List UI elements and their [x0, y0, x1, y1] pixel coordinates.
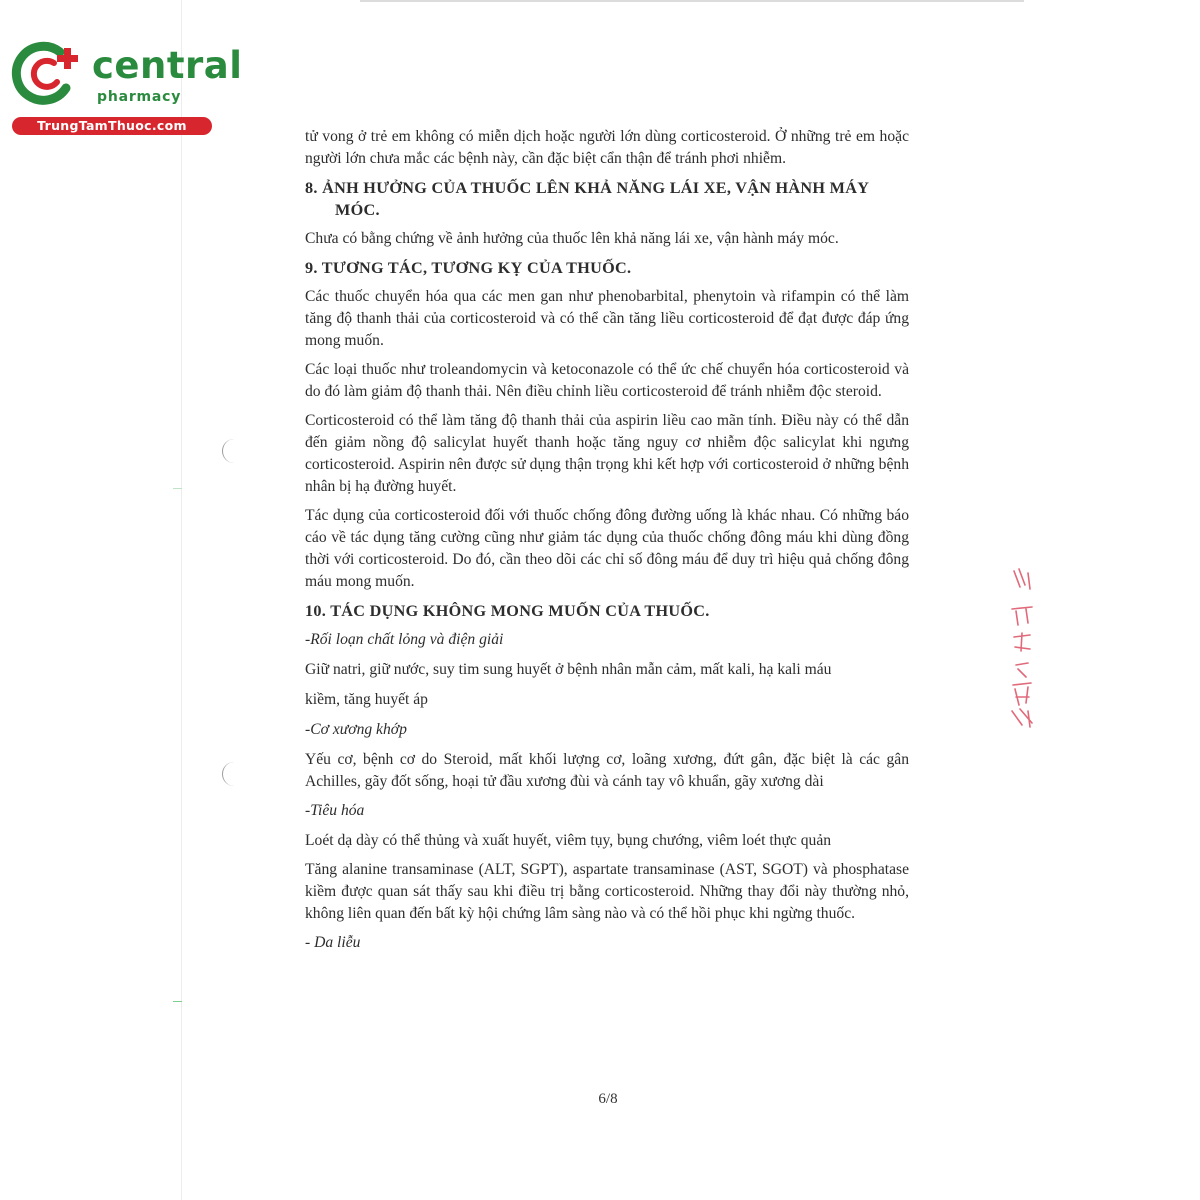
paragraph-section-9-2: Các loại thuốc như troleandomycin và ketoconazole có thể ức chế chuyển hóa corticosteroid và do đó làm giảm độ thanh thải. Nên điều chỉnh liều corticosteroid để tránh nhiễm độc steroid.	[305, 361, 909, 400]
paragraph-section-10-1a: Giữ natri, giữ nước, suy tim sung huyết ở bệnh nhân mẫn cảm, mất kali, hạ kali máu	[305, 661, 832, 678]
margin-tick	[173, 1001, 182, 1002]
scan-top-edge	[360, 0, 1024, 2]
subheading-dermatology: - Da liễu	[305, 934, 361, 951]
brand-subtitle: pharmacy	[97, 89, 182, 105]
red-stamp-mark-icon	[1006, 565, 1040, 730]
paragraph-intro: tử vong ở trẻ em không có miễn dịch hoặc người lớn dùng corticosteroid. Ở những trẻ em hoặc người lớn chưa mắc các bệnh này, cần đặc biệt cẩn thận để tránh phơi nhiễm.	[305, 128, 909, 167]
paragraph-section-10-2: Yếu cơ, bệnh cơ do Steroid, mất khối lượng cơ, loãng xương, đứt gân, đặc biệt là các gân Achilles, gãy đốt sống, hoại tử đầu xương đùi và cánh tay vô khuẩn, gãy xương dài	[305, 751, 909, 790]
paragraph-section-10-3: Loét dạ dày có thể thủng và xuất huyết, viêm tụy, bụng chướng, viêm loét thực quản	[305, 832, 832, 849]
document-body	[305, 126, 909, 962]
subheading-digestive: -Tiêu hóa	[305, 802, 365, 819]
heading-section-8: 8. ẢNH HƯỞNG CỦA THUỐC LÊN KHẢ NĂNG LÁI XE, VẬN HÀNH MÁY MÓC.	[305, 179, 869, 219]
brand-logo[interactable]	[10, 38, 243, 134]
paragraph-section-9-1: Các thuốc chuyển hóa qua các men gan như phenobarbital, phenytoin và rifampin có thể làm tăng độ thanh thải của corticosteroid và có thể cần tăng liều corticosteroid để đạt được đáp ứng mong muốn.	[305, 288, 909, 349]
punch-hole-mark	[222, 762, 235, 786]
heading-section-9: 9. TƯƠNG TÁC, TƯƠNG KỴ CỦA THUỐC.	[305, 259, 632, 277]
brand-name: central	[92, 44, 243, 87]
paragraph-section-10-1b: kiềm, tăng huyết áp	[305, 691, 428, 708]
paragraph-section-9-3: Corticosteroid có thể làm tăng độ thanh thải của aspirin liều cao mãn tính. Điều này có thể dẫn đến giảm nồng độ salicylat huyết thanh hoặc tăng nguy cơ nhiễm độc salicylat khi ngưng corticosteroid. Aspirin nên được sử dụng thận trọng khi kết hợp với corticosteroid ở những bệnh nhân bị hạ đường huyết.	[305, 412, 909, 495]
brand-site-link[interactable]: TrungTamThuoc.com	[12, 117, 212, 135]
page-number: 6/8	[598, 1091, 618, 1107]
heading-section-10: 10. TÁC DỤNG KHÔNG MONG MUỐN CỦA THUỐC.	[305, 602, 710, 620]
subheading-musculoskeletal: -Cơ xương khớp	[305, 721, 407, 738]
paragraph-section-10-4: Tăng alanine transaminase (ALT, SGPT), aspartate transaminase (AST, SGOT) và phosphatase kiềm được quan sát thấy sau khi điều trị bằng corticosteroid. Những thay đổi này thường nhỏ, không liên quan đến bất kỳ hội chứng lâm sàng nào và có thể hồi phục khi ngừng thuốc.	[305, 861, 909, 922]
subheading-fluid-electrolyte: -Rối loạn chất lỏng và điện giải	[305, 631, 504, 648]
punch-hole-mark	[222, 439, 235, 463]
pharmacy-cross-logo-icon	[10, 38, 88, 108]
paragraph-section-8: Chưa có bằng chứng về ảnh hưởng của thuốc lên khả năng lái xe, vận hành máy móc.	[305, 230, 839, 247]
margin-tick	[173, 488, 182, 489]
page-edge	[181, 0, 182, 1200]
paragraph-section-9-4: Tác dụng của corticosteroid đối với thuốc chống đông đường uống là khác nhau. Có những báo cáo về tác dụng tăng cường cũng như giảm tác dụng của thuốc chống đông máu khi dùng đồng thời với corticosteroid. Do đó, cần theo dõi các chỉ số đông máu để duy trì hiệu quả chống đông máu mong muốn.	[305, 507, 909, 590]
